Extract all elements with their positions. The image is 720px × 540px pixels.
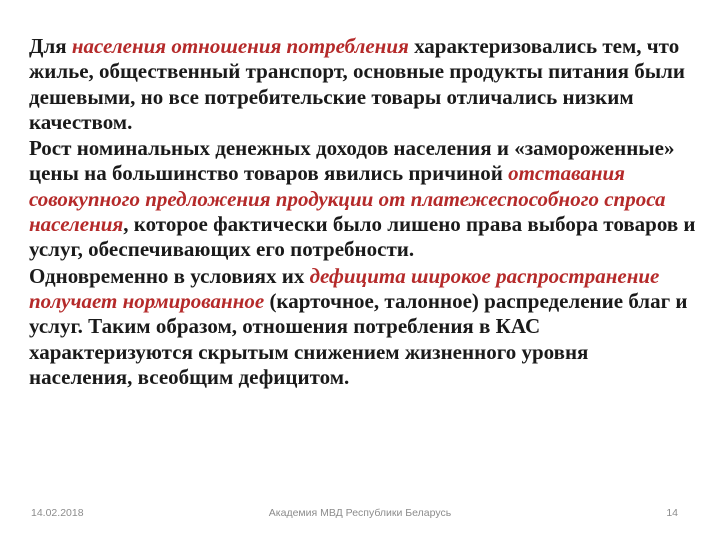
text-segment: (карточное, талонное) распределение благ и услуг. Таким образом, отношения потребления в КАС характеризуются скрытым снижением жизненного уровня населения, всеобщим дефицитом. [29, 288, 688, 389]
footer-organization: Академия МВД Республики Беларусь [268, 507, 452, 519]
text-segment: Одновременно в условиях их [29, 263, 310, 288]
text-segment: характеризовались тем, что жилье, общественный транспорт, основные продукты питания были дешевыми, но все потребительские товары отличались низким качеством. [29, 34, 686, 134]
page-number: 14 [666, 507, 678, 519]
slide-footer [0, 507, 720, 527]
highlighted-term: отставания совокупного предложения продукции от платежеспособного спроса населения [29, 161, 666, 237]
text-segment: , которое фактически было лишено права выбора товаров и услуг, обеспечивающих его потребности. [29, 212, 696, 262]
text-segment: Рост номинальных денежных доходов населения и «замороженные» цены на большинство товаров явились причиной [29, 136, 675, 186]
highlighted-term: дефицита широкое распространение получает нормированное [29, 263, 660, 313]
paragraph-income-growth [29, 136, 697, 262]
paragraph-deficit [29, 264, 697, 390]
paragraph-consumption [29, 34, 697, 135]
highlighted-term: населения отношения потребления [71, 34, 409, 58]
text-segment: Для [29, 34, 72, 58]
slide-body [29, 34, 697, 390]
footer-date: 14.02.2018 [31, 507, 84, 519]
